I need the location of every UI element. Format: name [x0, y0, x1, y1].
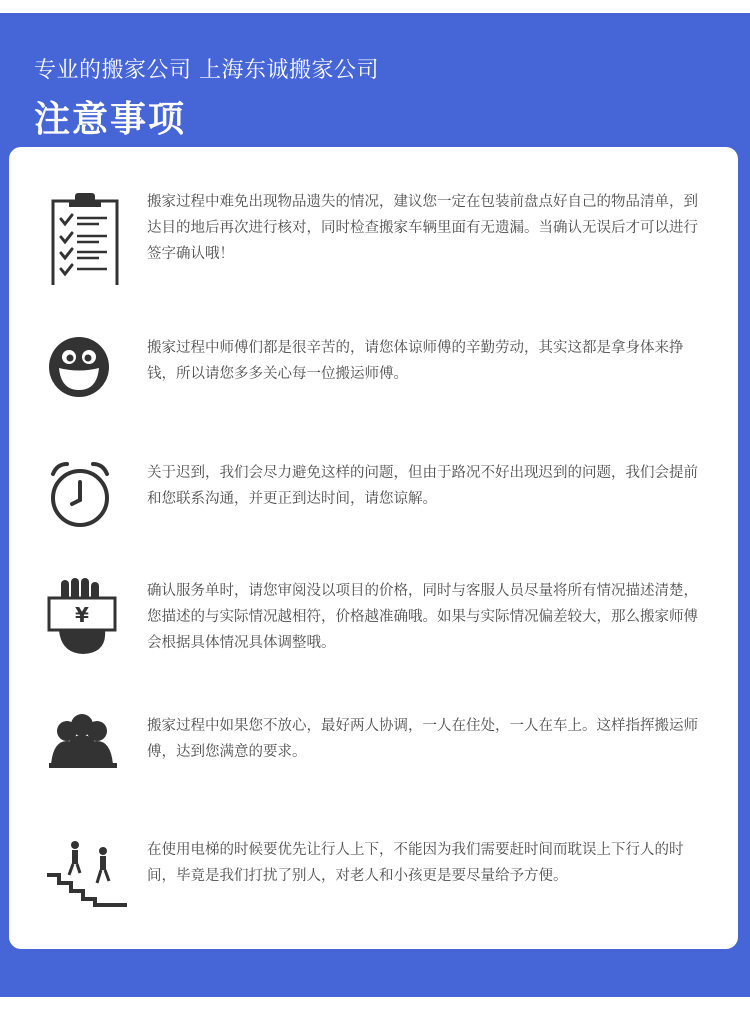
notice-card [9, 147, 738, 949]
notice-text: 关于迟到，我们会尽力避免这样的问题，但由于路况不好出现迟到的问题，我们会提前和您联系沟通，并更正到达时间，请您谅解。 [147, 465, 698, 507]
alarm-clock-icon [47, 460, 125, 556]
checklist-clipboard-icon [47, 189, 125, 285]
notice-text: 确认服务单时，请您审阅没以项目的价格，同时与客服人员尽量将所有情况描述清楚，您描述的与实际情况越相符，价格越准确哦。如果与实际情况偏差较大，那么搬家师傅会根据具体情况具体调整哦。 [147, 583, 698, 651]
notice-text: 搬家过程中如果您不放心，最好两人协调，一人在住处，一人在车上。这样指挥搬运师傅，达到您满意的要求。 [147, 718, 698, 760]
page-subtitle: 专业的搬家公司 上海东诚搬家公司 [34, 58, 379, 83]
notice-text: 在使用电梯的时候要优先让行人上下，不能因为我们需要赶时间而耽误上下行人的时间，毕竟是我们打扰了别人，对老人和小孩更是要尽量给予方便。 [147, 842, 684, 884]
page-title: 注意事项 [34, 99, 187, 140]
money-symbol: ¥ [75, 603, 89, 627]
hand-money-icon [47, 578, 125, 674]
stairs-people-icon [47, 837, 125, 933]
group-people-icon [47, 713, 125, 809]
notice-text: 搬家过程中师傅们都是很辛苦的，请您体谅师傅的辛勤劳动，其实这都是拿身体来挣钱，所以请您多多关心每一位搬运师傅。 [147, 340, 684, 382]
notice-text: 搬家过程中难免出现物品遗失的情况，建议您一定在包装前盘点好自己的物品清单，到达目的地后再次进行核对，同时检查搬家车辆里面有无遗漏。当确认无误后才可以进行签字确认哦！ [147, 194, 698, 262]
smiling-face-icon [47, 335, 125, 431]
